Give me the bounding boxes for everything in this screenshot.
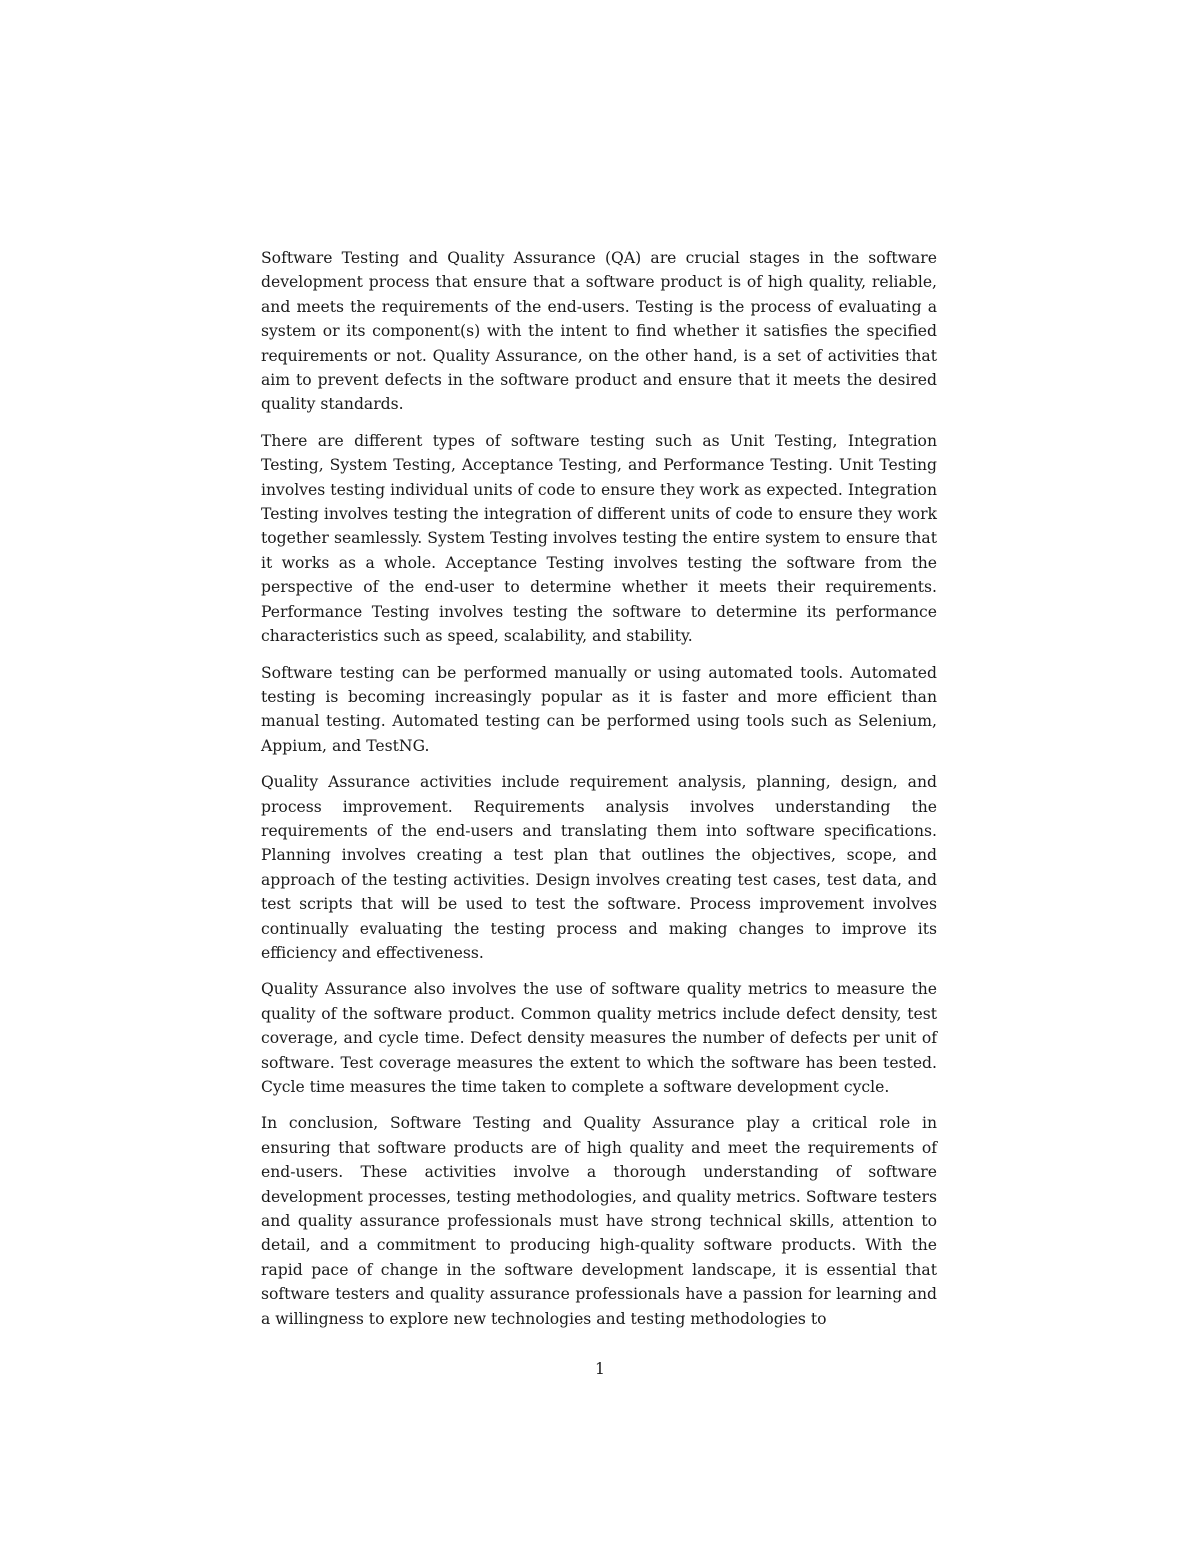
paragraph-testing-types: There are different types of software testing such as Unit Testing, Integration Testing, System Testing, Acceptance Testing, and Performance Testing. Unit Testing involves testing individual units of code to ensure they work as expected. Integration Testing involves testing the integration of different units of code to ensure they work together seamlessly. System Testing involves testing the entire system to ensure that it works as a whole. Acceptance Testing involves testing the software from the perspective of the end-user to determine whether it meets their requirements. Performance Testing involves testing the software to determine its performance characteristics such as speed, scalability, and stability. bbox=[261, 431, 937, 646]
paragraph-automation: Software testing can be performed manually or using automated tools. Automated testing is becoming increasingly popular as it is faster and more efficient than manual testing. Automated testing can be performed using tools such as Selenium, Appium, and TestNG. bbox=[261, 663, 937, 755]
paragraph-intro: Software Testing and Quality Assurance (QA) are crucial stages in the software development process that ensure that a software product is of high quality, reliable, and meets the requirements of the end-users. Testing is the process of evaluating a system or its component(s) with the intent to find whether it satisfies the specified requirements or not. Quality Assurance, on the other hand, is a set of activities that aim to prevent defects in the software product and ensure that it meets the desired quality standards. bbox=[261, 249, 937, 414]
paragraph-quality-metrics: Quality Assurance also involves the use of software quality metrics to measure the quality of the software product. Common quality metrics include defect density, test coverage, and cycle time. Defect density measures the number of defects per unit of software. Test coverage measures the extent to which the software has been tested. Cycle time measures the time taken to complete a software development cycle. bbox=[261, 980, 937, 1096]
page-number: 1 bbox=[595, 1360, 605, 1378]
paragraph-qa-activities: Quality Assurance activities include requirement analysis, planning, design, and process improvement. Requirements analysis involves understanding the requirements of the end-users and translating them into software specifications. Planning involves creating a test plan that outlines the objectives, scope, and approach of the testing activities. Design involves creating test cases, test data, and test scripts that will be used to test the software. Process improvement involves continually evaluating the testing process and making changes to improve its efficiency and effectiveness. bbox=[261, 773, 937, 962]
paragraph-conclusion: In conclusion, Software Testing and Quality Assurance play a critical role in ensuring that software products are of high quality and meet the requirements of end-users. These activities involve a thorough understanding of software development processes, testing methodologies, and quality metrics. Software testers and quality assurance professionals must have strong technical skills, attention to detail, and a commitment to producing high-quality software products. With the rapid pace of change in the software development landscape, it is essential that software testers and quality assurance professionals have a passion for learning and a willingness to explore new technologies and testing methodologies to bbox=[261, 1114, 937, 1328]
body-text bbox=[261, 246, 937, 1343]
